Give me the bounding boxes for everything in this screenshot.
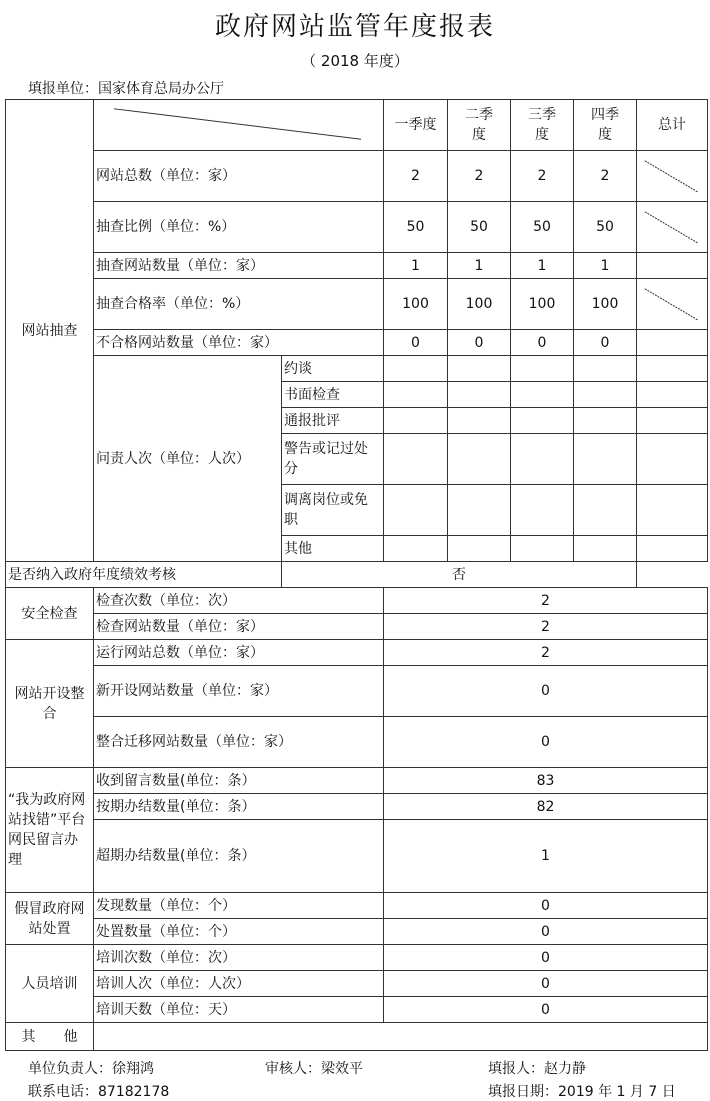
- row-label: 运行网站总数（单位：家）: [94, 640, 384, 666]
- performance-value: 否: [282, 562, 637, 588]
- footer-leader: 单位负责人：徐翔鸿: [28, 1061, 154, 1077]
- row-value: 1: [384, 820, 708, 893]
- accountability-label: 问责人次（单位：人次）: [94, 356, 282, 562]
- cell-q2: 50: [448, 202, 511, 253]
- table-row: [6, 202, 708, 253]
- table-row: [6, 997, 708, 1023]
- header-row: [6, 100, 708, 151]
- header-diagonal-cell: [94, 100, 384, 151]
- table-row: [6, 588, 708, 614]
- cell-q1: [384, 536, 448, 562]
- header-q1: 一季度: [384, 100, 448, 151]
- cell-q1: 0: [384, 330, 448, 356]
- header-q3: 三季度: [511, 100, 574, 151]
- cell-q4: [574, 485, 637, 536]
- row-label: 整合迁移网站数量（单位：家）: [94, 717, 384, 768]
- table-row: [6, 1023, 708, 1051]
- cell-q4: 0: [574, 330, 637, 356]
- table-row: [6, 820, 708, 893]
- row-label: 按期办结数量(单位：条）: [94, 794, 384, 820]
- row-value: 2: [384, 640, 708, 666]
- cell-q4: [574, 408, 637, 434]
- table-row: [6, 356, 708, 382]
- footer-filler: 填报人：赵力静: [488, 1061, 586, 1077]
- header-q4: 四季度: [574, 100, 637, 151]
- footer-reviewer: 审核人：梁效平: [265, 1061, 363, 1077]
- row-label: 检查次数（单位：次）: [94, 588, 384, 614]
- row-value: 0: [384, 971, 708, 997]
- cell-q4: 1: [574, 253, 637, 279]
- row-label: 抽查比例（单位：%）: [94, 202, 384, 253]
- header-total: 总计: [637, 100, 708, 151]
- cell-q2: 2: [448, 151, 511, 202]
- table-row: [6, 971, 708, 997]
- cell-total: [637, 330, 708, 356]
- cell-q1: 100: [384, 279, 448, 330]
- accountability-item: 约谈: [282, 356, 384, 382]
- row-value: 83: [384, 768, 708, 794]
- cell-q4: 100: [574, 279, 637, 330]
- cell-q1: 1: [384, 253, 448, 279]
- cell-q2: [448, 485, 511, 536]
- cell-q1: [384, 356, 448, 382]
- table-row: [6, 330, 708, 356]
- cell-q2: 0: [448, 330, 511, 356]
- cell-q1: 50: [384, 202, 448, 253]
- row-label: 抽查网站数量（单位：家）: [94, 253, 384, 279]
- table-row: [6, 562, 708, 588]
- cell-q2: 1: [448, 253, 511, 279]
- other-value: [94, 1023, 708, 1051]
- diagonal-line: [94, 100, 383, 150]
- report-year: （ 2018 年度）: [301, 52, 409, 70]
- fill-unit: 填报单位：国家体育总局办公厅: [28, 81, 224, 97]
- row-label: 超期办结数量(单位：条）: [94, 820, 384, 893]
- row-value: 0: [384, 997, 708, 1023]
- cell-q1: [384, 408, 448, 434]
- report-title: 政府网站监管年度报表: [214, 12, 495, 42]
- slash-line: [637, 151, 707, 201]
- section-spot-check: 网站抽查: [6, 100, 94, 562]
- cell-q2: 100: [448, 279, 511, 330]
- section-fake: 假冒政府网站处置: [6, 893, 94, 945]
- table-row: [6, 614, 708, 640]
- cell-q2: [448, 536, 511, 562]
- total-slash-cell: [637, 202, 708, 253]
- table-row: [6, 893, 708, 919]
- cell-total: [637, 382, 708, 408]
- cell-total: [637, 356, 708, 382]
- cell-q3: 1: [511, 253, 574, 279]
- cell-q4: [574, 356, 637, 382]
- cell-q2: [448, 382, 511, 408]
- cell-q3: [511, 408, 574, 434]
- cell-q3: 50: [511, 202, 574, 253]
- row-label: 不合格网站数量（单位：家）: [94, 330, 384, 356]
- section-other: 其 他: [6, 1023, 94, 1051]
- row-value: 0: [384, 919, 708, 945]
- cell-q3: [511, 382, 574, 408]
- row-label: 抽查合格率（单位：%）: [94, 279, 384, 330]
- section-complaint: “我为政府网站找错”平台网民留言办理: [6, 768, 94, 893]
- cell-q1: [384, 434, 448, 485]
- table-row: [6, 640, 708, 666]
- section-training: 人员培训: [6, 945, 94, 1023]
- cell-q3: 2: [511, 151, 574, 202]
- cell-q3: [511, 536, 574, 562]
- cell-q3: [511, 356, 574, 382]
- table-row: [6, 151, 708, 202]
- row-label: 新开设网站数量（单位：家）: [94, 666, 384, 717]
- row-value: 2: [384, 614, 708, 640]
- accountability-item: 警告或记过处分: [282, 434, 384, 485]
- row-label: 检查网站数量（单位：家）: [94, 614, 384, 640]
- cell-total: [637, 485, 708, 536]
- row-label: 培训天数（单位：天）: [94, 997, 384, 1023]
- cell-q4: [574, 382, 637, 408]
- cell-total: [637, 536, 708, 562]
- cell-q4: [574, 536, 637, 562]
- row-value: 82: [384, 794, 708, 820]
- row-value: 0: [384, 893, 708, 919]
- report-table: [5, 99, 708, 1051]
- table-row: [6, 253, 708, 279]
- table-row: [6, 768, 708, 794]
- accountability-item: 调离岗位或免职: [282, 485, 384, 536]
- footer-date: 填报日期：2019 年 1 月 7 日: [488, 1084, 676, 1100]
- table-row: [6, 919, 708, 945]
- cell-q3: 0: [511, 330, 574, 356]
- cell-q4: 50: [574, 202, 637, 253]
- cell-q3: [511, 485, 574, 536]
- row-value: 0: [384, 717, 708, 768]
- table-row: [6, 279, 708, 330]
- slash-line: [637, 202, 707, 252]
- row-value: 2: [384, 588, 708, 614]
- accountability-item: 通报批评: [282, 408, 384, 434]
- table-row: [6, 717, 708, 768]
- cell-total: [637, 408, 708, 434]
- row-label: 收到留言数量(单位：条）: [94, 768, 384, 794]
- cell-q1: 2: [384, 151, 448, 202]
- accountability-item: 其他: [282, 536, 384, 562]
- row-label: 网站总数（单位：家）: [94, 151, 384, 202]
- cell-total: [637, 434, 708, 485]
- cell-total: [637, 253, 708, 279]
- cell-q3: [511, 434, 574, 485]
- row-value: 0: [384, 945, 708, 971]
- table-row: [6, 945, 708, 971]
- header-q2: 二季度: [448, 100, 511, 151]
- row-label: 发现数量（单位：个）: [94, 893, 384, 919]
- cell-q1: [384, 485, 448, 536]
- total-slash-cell: [637, 151, 708, 202]
- cell-q3: 100: [511, 279, 574, 330]
- cell-q1: [384, 382, 448, 408]
- cell-q2: [448, 356, 511, 382]
- row-label: 培训人次（单位：人次）: [94, 971, 384, 997]
- performance-label: 是否纳入政府年度绩效考核: [6, 562, 282, 588]
- cell-q4: [574, 434, 637, 485]
- row-label: 处置数量（单位：个）: [94, 919, 384, 945]
- accountability-item: 书面检查: [282, 382, 384, 408]
- table-row: [6, 794, 708, 820]
- footer-phone: 联系电话：87182178: [28, 1084, 170, 1100]
- section-security: 安全检查: [6, 588, 94, 640]
- total-slash-cell: [637, 279, 708, 330]
- cell-q4: 2: [574, 151, 637, 202]
- section-setup: 网站开设整合: [6, 640, 94, 768]
- slash-line: [637, 279, 707, 329]
- row-label: 培训次数（单位：次）: [94, 945, 384, 971]
- table-row: [6, 666, 708, 717]
- cell-q2: [448, 408, 511, 434]
- cell-q2: [448, 434, 511, 485]
- row-value: 0: [384, 666, 708, 717]
